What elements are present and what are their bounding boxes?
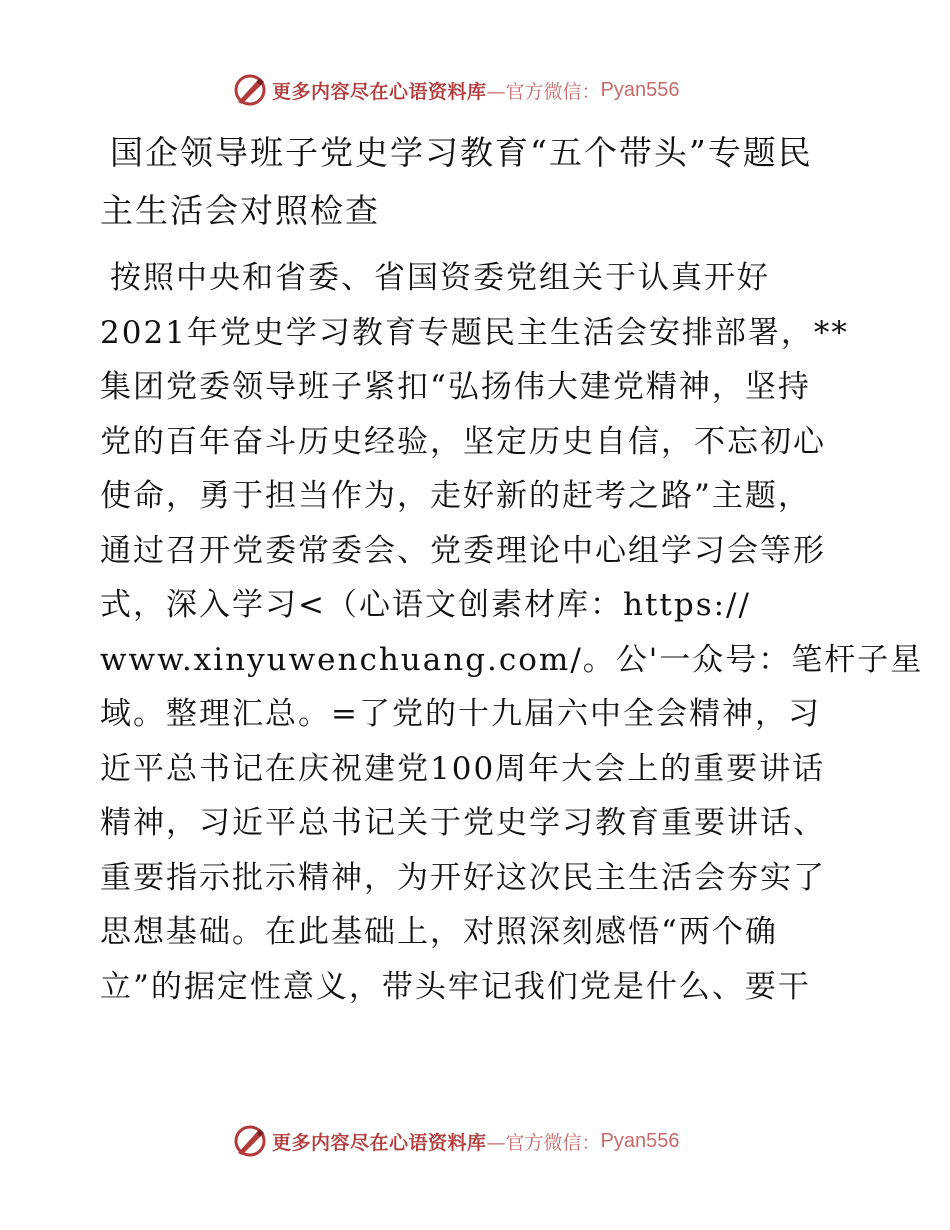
body-line: 式，深入学习<（心语文创素材库：https://	[100, 587, 751, 623]
body-line: 党的百年奋斗历史经验，坚定历史自信，不忘初心	[100, 423, 826, 460]
pen-logo-icon	[232, 1123, 268, 1159]
banner-wechat-id: Pyan556	[600, 78, 680, 101]
body-line: 精神，习近平总书记关于党史学习教育重要讲话、	[100, 805, 826, 841]
body-line: www.xinyuwenchuang.com/。公'一众号：笔杆子星	[100, 641, 924, 678]
banner-main-text: 更多内容尽在心语资料库	[272, 1131, 487, 1154]
body-paragraph	[100, 251, 924, 1014]
header-watermark-banner	[232, 72, 680, 108]
banner-sub-text: —官方微信：	[486, 1131, 601, 1154]
body-line: 重要指示批示精神，为开好这次民主生活会夯实了	[100, 859, 826, 896]
body-line: 思想基础。在此基础上，对照深刻感悟“两个确	[100, 914, 778, 950]
body-line: 2021年党史学习教育专题民主生活会安排部署，**	[100, 314, 849, 351]
banner-main-text: 更多内容尽在心语资料库	[272, 80, 487, 103]
body-line: 通过召开党委常委会、党委理论中心组学习会等形	[100, 532, 826, 569]
body-line: 使命，勇于担当作为，走好新的赶考之路”主题，	[100, 478, 811, 514]
title-line-1: 国企领导班子党史学习教育“五个带头”专题民	[110, 133, 813, 172]
pen-logo-icon	[232, 72, 268, 108]
body-line: 集团党委领导班子紧扣“弘扬伟大建党精神，坚持	[100, 369, 811, 405]
document-title	[100, 124, 860, 240]
title-line-2: 主生活会对照检查	[100, 191, 380, 230]
footer-watermark-banner	[232, 1123, 680, 1159]
banner-sub-text: —官方微信：	[486, 80, 601, 103]
body-line: 立”的据定性意义，带头牢记我们党是什么、要干	[100, 968, 811, 1005]
body-line: 近平总书记在庆祝建党100周年大会上的重要讲话	[100, 750, 826, 787]
banner-wechat-id: Pyan556	[600, 1129, 680, 1152]
body-line: 域。整理汇总。=了党的十九届六中全会精神，习	[100, 696, 821, 732]
body-line: 按照中央和省委、省国资委党组关于认真开好	[110, 260, 770, 296]
